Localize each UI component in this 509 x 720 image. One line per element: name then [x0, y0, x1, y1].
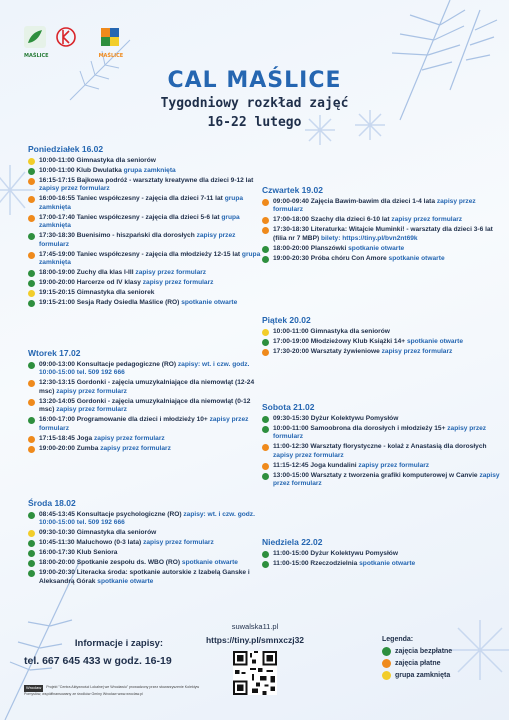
event-note[interactable]: zapisy przez formularz — [39, 232, 236, 248]
day-saturday — [262, 402, 500, 490]
legend-title: Legenda: — [382, 636, 414, 643]
day-sunday — [262, 537, 500, 570]
orange-dot-icon — [262, 199, 269, 206]
event-item — [28, 445, 266, 453]
event-note: spotkanie otwarte — [388, 254, 445, 262]
event-note[interactable]: zapisy przez formularz — [381, 348, 453, 355]
orange-dot-icon — [28, 252, 35, 259]
green-dot-icon — [28, 168, 35, 175]
event-text: 17:00-19:00 Młodzieżowy Klub Książki 14+ — [273, 338, 407, 345]
event-note[interactable]: zapisy przez formularz — [56, 406, 127, 414]
event-text: 08:45-13:45 Konsultacje psychologiczne (RO) — [39, 511, 184, 518]
event-text: 17:30-18:30 Buenisimo - hiszpański dla dorosłych — [39, 232, 197, 240]
event-text: 09:30-15:30 Dyżur Kolektywu Pomysłów — [273, 415, 399, 422]
event-note[interactable]: zapisy przez formularz — [56, 387, 127, 395]
event-item — [262, 226, 500, 243]
event-text: 19:00-20:30 Literacka środa: spotkanie autorskie z Izabelą Ganske i Aleksandrą Górak — [39, 569, 250, 585]
event-text: 17:30-18:30 Literaturka: Witajcie Muminki! - warsztaty dla dzieci 3-6 lat (filia nr 7 MBP) — [273, 226, 493, 242]
day-wednesday — [28, 498, 266, 588]
yellow-dot-icon — [28, 530, 35, 537]
orange-dot-icon — [262, 444, 269, 451]
partner-text: Projekt "Centra Aktywności Lokalnej we Wrocławiu" prowadzony przez stowarzyszenie Kolektyw Pomysłów, współfinansowany ze środków Gminy Wrocław www.wroclaw.pl — [24, 685, 200, 696]
info-title: Informacje i zapisy: — [74, 638, 164, 649]
event-note: grupa zamknięta — [39, 250, 261, 267]
legend — [382, 636, 492, 683]
event-note[interactable]: zapisy przez formularz — [93, 434, 165, 442]
event-note: grupa zamknięta — [39, 195, 244, 211]
event-text: 10:00-11:00 Gimnastyka dla seniorów — [273, 328, 390, 335]
green-dot-icon — [28, 362, 35, 369]
event-item — [28, 177, 266, 194]
event-item — [28, 416, 266, 433]
page-title: CAL MAŚLICE — [167, 68, 342, 93]
event-text: 19:15-21:00 Sesja Rady Osiedla Maślice (RO) — [39, 299, 182, 307]
green-dot-icon — [28, 540, 35, 547]
event-text: 16:00-17:30 Klub Seniora — [39, 549, 118, 557]
orange-dot-icon — [262, 349, 269, 356]
day-title: Wtorek 17.02 — [28, 348, 81, 358]
day-tuesday — [28, 348, 266, 455]
event-note: grupa zamknięta — [123, 167, 176, 174]
event-text: 10:45-11:30 Maluchowo (0-3 lata) — [39, 539, 144, 547]
event-note[interactable]: zapisy przez formularz — [135, 269, 207, 277]
event-item — [262, 245, 500, 253]
day-monday — [28, 144, 266, 309]
event-text: 10:00-11:00 Samoobrona dla dorosłych i młodzieży 15+ — [273, 425, 448, 432]
event-note[interactable]: zapisy przez formularz — [273, 425, 487, 441]
green-dot-icon — [28, 233, 35, 240]
day-title: Poniedziałek 16.02 — [28, 144, 104, 154]
event-text: 17:30-20:00 Warsztaty żywieniowe — [273, 348, 382, 355]
event-item — [262, 472, 500, 489]
event-item — [28, 195, 266, 212]
event-item — [262, 348, 500, 356]
event-note[interactable]: zapisy przez formularz — [273, 451, 344, 459]
event-item — [28, 167, 266, 175]
maslice-logo-text: MAŚLICE — [24, 53, 49, 59]
legend-label: zajęcia płatne — [395, 660, 441, 667]
event-item — [262, 216, 500, 224]
event-text: 17:45-19:00 Taniec współczesny - zajęcia dla młodzieży 12-15 lat — [39, 250, 242, 258]
orange-dot-icon — [28, 380, 35, 387]
event-item — [28, 435, 266, 443]
info-phone: tel. 667 645 433 w godz. 16-19 — [24, 655, 172, 667]
event-note: spotkanie otwarte — [406, 338, 464, 345]
day-title: Sobota 21.02 — [262, 402, 315, 412]
event-text: 17:00-18:00 Szachy dla dzieci 6-10 lat — [273, 216, 392, 224]
event-text: 10:00-11:00 Klub Dwulatka — [39, 167, 124, 174]
partner-note — [24, 685, 214, 696]
event-note: spotkanie otwarte — [181, 559, 238, 567]
event-item — [28, 569, 266, 586]
day-title: Czwartek 19.02 — [262, 185, 323, 195]
yellow-dot-icon — [262, 329, 269, 336]
event-text: 19:00-20:00 Zumba — [39, 444, 101, 452]
legend-label: grupa zamknięta — [395, 672, 451, 679]
event-item — [28, 289, 266, 297]
orange-dot-icon — [28, 178, 35, 185]
event-note[interactable]: zapisy przez formularz — [391, 216, 463, 224]
green-dot-icon — [28, 550, 35, 557]
maslice-leaf-icon — [24, 26, 46, 48]
links-block — [200, 622, 310, 699]
event-item — [262, 550, 500, 558]
event-item — [262, 425, 500, 442]
event-text: 17:15-18:45 Joga — [39, 434, 94, 442]
event-item — [262, 255, 500, 263]
event-item — [28, 539, 266, 547]
legend-item-closed — [382, 671, 492, 680]
event-text: 11:00-15:00 Rzeczodzielnia — [273, 560, 360, 567]
event-item — [28, 269, 266, 277]
event-note[interactable]: zapisy przez formularz — [358, 461, 430, 469]
orange-dot-icon — [28, 215, 35, 222]
day-thursday — [262, 185, 500, 265]
event-text: 09:00-09:40 Zajęcia Bawim-bawim dla dzieci 1-4 lata — [273, 198, 437, 205]
green-dot-icon — [28, 570, 35, 577]
red-circle-logo — [55, 26, 77, 52]
event-note: grupa zamknięta — [39, 213, 240, 230]
event-text: 13:00-15:00 Warsztaty z tworzenia grafiki komputerowej w Canvie — [273, 471, 480, 479]
event-item — [28, 398, 266, 415]
qr-code[interactable] — [233, 651, 277, 695]
event-item — [28, 529, 266, 537]
event-note[interactable]: zapisy przez formularz — [273, 198, 476, 214]
event-text: 12:30-13:15 Gordonki - zajęcia umuzykalniające dla niemowląt (12-24 msc) — [39, 379, 255, 395]
event-item — [28, 549, 266, 557]
event-item — [28, 559, 266, 567]
event-text: 09:30-10:30 Gimnastyka dla seniorów — [39, 529, 157, 537]
event-item — [28, 214, 266, 231]
green-dot-icon — [262, 416, 269, 423]
page-subtitle: Tygodniowy rozkład zajęć — [160, 96, 349, 111]
event-item — [262, 560, 500, 568]
legend-label: zajęcia bezpłatne — [395, 648, 453, 655]
cal-blocks-icon — [99, 26, 121, 48]
cal-logo — [99, 26, 124, 59]
orange-dot-icon — [28, 399, 35, 406]
event-item — [28, 379, 266, 396]
event-note[interactable]: bilety: https://tiny.pl/bvn2nt69k — [321, 234, 418, 242]
day-friday — [262, 315, 500, 358]
event-note[interactable]: zapisy przez formularz — [142, 279, 214, 287]
green-dot-icon — [262, 561, 269, 568]
orange-dot-icon — [28, 446, 35, 453]
event-note: spotkanie otwarte — [348, 244, 405, 252]
green-dot-icon — [28, 280, 35, 287]
green-dot-icon — [28, 560, 35, 567]
event-text: 10:00-11:00 Gimnastyka dla seniorów — [39, 157, 156, 164]
event-text: 16:00-16:55 Taniec współczesny - zajęcia dla dzieci 7-11 lat — [39, 195, 225, 203]
orange-dot-icon — [262, 463, 269, 470]
cal-logo-text: MAŚLICE — [98, 53, 124, 59]
event-text: 13:20-14:05 Gordonki - zajęcia umuzykalniające dla niemowląt (0-12 msc) — [39, 397, 251, 414]
event-item — [28, 511, 266, 528]
logo-row — [24, 26, 123, 59]
day-title: Piątek 20.02 — [262, 315, 311, 325]
event-text: 19:00-20:30 Próba chóru Con Amore — [273, 254, 389, 262]
legend-item-free — [382, 647, 492, 656]
event-note[interactable]: zapisy przez formularz — [273, 471, 500, 488]
orange-dot-icon — [28, 436, 35, 443]
yellow-dot-icon — [28, 158, 35, 165]
legend-item-paid — [382, 659, 492, 668]
event-item — [28, 299, 266, 307]
event-text: 18:00-20:00 Spotkanie zespołu ds. WBO (RO) — [39, 559, 182, 567]
red-circle-icon — [55, 26, 77, 48]
event-text: 19:15-20:15 Gimnastyka dla seniorek — [39, 289, 155, 297]
event-text: 17:00-17:40 Taniec współczesny - zajęcia dla dzieci 5-6 lat — [39, 213, 222, 221]
green-dot-icon — [262, 339, 269, 346]
site-link[interactable]: suwalska11.pl — [231, 622, 279, 631]
green-dot-icon — [262, 426, 269, 433]
green-dot-icon — [262, 246, 269, 253]
green-dot-icon — [28, 270, 35, 277]
event-item — [262, 443, 500, 460]
event-text: 16:00-17:00 Programowanie dla dzieci i młodzieży 10+ — [39, 416, 210, 424]
event-text: 16:15-17:15 Bajkowa podróż - warsztaty kreatywne dla dzieci 9-12 lat — [39, 177, 254, 184]
event-text: 09:00-13:00 Konsultacje pedagogiczne (RO) — [39, 361, 178, 368]
yellow-dot-icon — [28, 290, 35, 297]
orange-dot-icon — [382, 659, 391, 668]
green-dot-icon — [262, 551, 269, 558]
event-text: 18:00-20:00 Planszówki — [273, 244, 349, 252]
yellow-dot-icon — [382, 671, 391, 680]
event-item — [262, 328, 500, 336]
day-title: Środa 18.02 — [28, 498, 76, 508]
green-dot-icon — [262, 473, 269, 480]
event-note: spotkanie otwarte — [181, 299, 238, 307]
event-note[interactable]: zapisy przez formularz — [143, 539, 214, 547]
partner-logo: Wrocław — [26, 685, 42, 690]
green-dot-icon — [28, 300, 35, 307]
event-note: zapisy: wt. i czw. godz. 10:00-15:00 tel. 509 192 666 — [39, 361, 250, 377]
orange-dot-icon — [262, 217, 269, 224]
event-item — [262, 462, 500, 470]
maslice-logo — [24, 26, 49, 59]
green-dot-icon — [262, 256, 269, 263]
green-dot-icon — [28, 512, 35, 519]
event-item — [262, 338, 500, 346]
event-item — [262, 415, 500, 423]
page-dates: 16-22 lutego — [207, 115, 302, 130]
event-note: spotkanie otwarte — [97, 577, 154, 585]
green-dot-icon — [28, 417, 35, 424]
event-item — [28, 232, 266, 249]
event-text: 11:00-15:00 Dyżur Kolektywu Pomysłów — [273, 550, 398, 557]
event-item — [28, 361, 266, 378]
event-note[interactable]: zapisy przez formularz — [100, 444, 171, 452]
event-text: 11:00-12:30 Warsztaty florystyczne - kolaż z Anastasią dla dorosłych — [273, 443, 487, 451]
event-text: 11:15-12:45 Joga kundalini — [273, 461, 359, 469]
day-title: Niedziela 22.02 — [262, 537, 323, 547]
event-note[interactable]: zapisy przez formularz — [39, 185, 110, 193]
event-note: zapisy: wt. i czw. godz. 10:00-15:00 tel. 509 192 666 — [39, 511, 255, 527]
orange-dot-icon — [28, 196, 35, 203]
event-item — [28, 251, 266, 268]
event-item — [28, 279, 266, 287]
event-note[interactable]: zapisy przez formularz — [39, 416, 249, 432]
event-text: 19:00-20:00 Harcerze od IV klasy — [39, 279, 143, 287]
contact-info — [24, 638, 214, 667]
green-dot-icon — [382, 647, 391, 656]
event-item — [262, 198, 500, 215]
event-item — [28, 157, 266, 165]
event-text: 18:00-19:00 Zuchy dla klas I-III — [39, 269, 136, 277]
tiny-link[interactable]: https://tiny.pl/smnxczj32 — [205, 635, 305, 645]
event-note: spotkanie otwarte — [359, 560, 416, 567]
orange-dot-icon — [262, 227, 269, 234]
